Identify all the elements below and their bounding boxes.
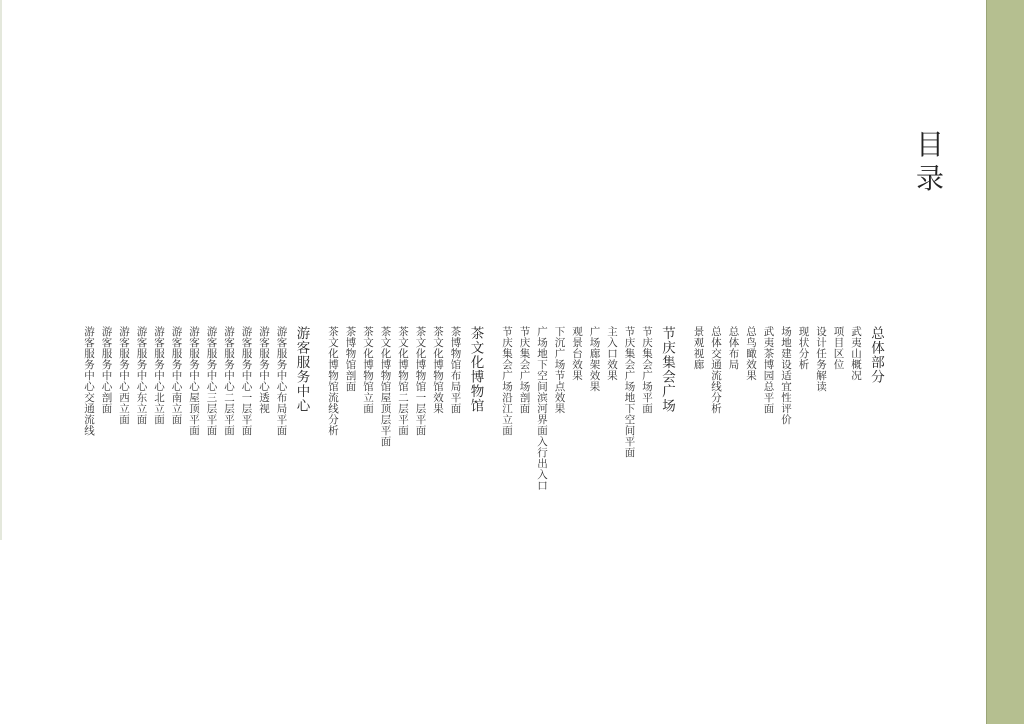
toc-item: 游客服务中心布局平面 <box>275 326 288 436</box>
toc-item: 景观视廊 <box>692 326 705 370</box>
toc-item: 茶文化博物馆流线分析 <box>327 326 339 436</box>
toc-section-title: 节庆集会广场 <box>659 326 675 413</box>
toc-section-title: 总体部分 <box>868 326 884 384</box>
toc-item: 广场地下空间滨河界面入行出入口 <box>536 326 548 491</box>
toc-item: 设计任务解读 <box>815 326 827 392</box>
toc-item: 茶博物馆布局平面 <box>449 326 462 414</box>
toc-item: 节庆集会广场地下空间平面 <box>623 326 636 458</box>
toc-item: 游客服务中心二层平面 <box>223 326 235 436</box>
toc-item: 节庆集会广场沿江立面 <box>501 326 513 436</box>
toc-item: 游客服务中心一层平面 <box>240 326 253 436</box>
toc-item: 场地建设适宜性评价 <box>780 326 792 425</box>
toc-item: 游客服务中心南立面 <box>170 326 183 425</box>
toc-item: 总鸟瞰效果 <box>745 326 757 381</box>
toc-item: 游客服务中心三层平面 <box>205 326 218 436</box>
page-title <box>908 128 952 196</box>
toc-item: 游客服务中心屋顶平面 <box>188 326 200 436</box>
toc-item: 茶文化博物馆效果 <box>432 326 444 414</box>
toc-item: 茶文化博物馆立面 <box>362 326 374 414</box>
toc-item: 游客服务中心西立面 <box>118 326 130 425</box>
toc-item: 观景台效果 <box>571 326 583 381</box>
toc-item: 茶文化博物馆屋顶层平面 <box>379 326 392 447</box>
toc-item: 武夷山概况 <box>850 326 862 381</box>
toc-item: 武夷茶博园总平面 <box>762 326 775 414</box>
toc-item: 项目区位 <box>832 326 845 370</box>
toc-item: 游客服务中心北立面 <box>153 326 165 425</box>
toc-item: 茶文化博物馆一层平面 <box>414 326 427 436</box>
toc-item: 节庆集会广场剖面 <box>518 326 531 414</box>
page-title-char: 目 <box>915 128 944 161</box>
toc-item: 游客服务中心剖面 <box>100 326 113 414</box>
toc-item: 游客服务中心交通流线 <box>83 326 95 436</box>
toc-item: 主入口效果 <box>606 326 618 381</box>
table-of-contents <box>80 326 887 566</box>
page-title-char: 录 <box>915 162 944 195</box>
toc-item: 游客服务中心透视 <box>258 326 270 414</box>
toc-item: 游客服务中心东立面 <box>135 326 148 425</box>
toc-item: 广场廊架效果 <box>588 326 601 392</box>
toc-section-title: 游客服务中心 <box>293 326 310 413</box>
toc-item: 节庆集会广场平面 <box>641 326 653 414</box>
toc-item: 总体布局 <box>727 326 740 370</box>
toc-item: 下沉广场节点效果 <box>553 326 566 414</box>
toc-item: 总体交通流线分析 <box>710 326 722 414</box>
toc-item: 茶博物馆剖面 <box>344 326 357 392</box>
right-color-band <box>986 0 1024 724</box>
left-edge-strip <box>0 0 2 540</box>
toc-item: 现状分析 <box>797 326 810 370</box>
toc-section-title: 茶文化博物馆 <box>467 326 484 413</box>
toc-item: 茶文化博物馆二层平面 <box>397 326 409 436</box>
